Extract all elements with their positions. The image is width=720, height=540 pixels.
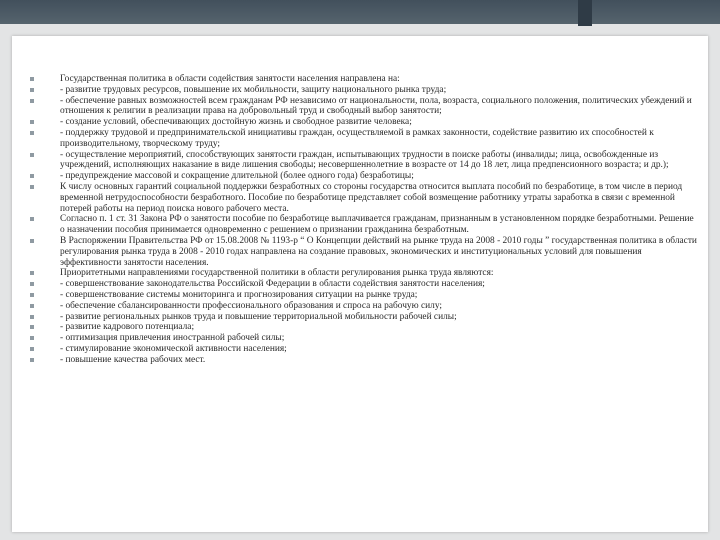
bullet-icon (30, 153, 34, 157)
bullet-icon (30, 315, 34, 319)
list-item-text: - предупреждение массовой и сокращение длительной (более одного года) безработицы; (60, 171, 414, 182)
bullet-icon (30, 239, 34, 243)
list-item-text: Государственная политика в области содействия занятости населения направлена на: (60, 74, 400, 84)
bullet-icon (30, 120, 34, 124)
list-item-text: - поддержку трудовой и предпринимательской инициативы граждан, осуществляемой в рамках законности, содействие развитию их способностей к производительному, творческому труду; (60, 127, 654, 149)
list-item (30, 96, 698, 118)
list-item-text: - стимулирование экономической активности населения; (60, 343, 287, 354)
top-bar-accent (578, 0, 592, 26)
bullet-icon (30, 304, 34, 308)
list-item (30, 214, 698, 236)
list-item-text: К числу основных гарантий социальной поддержки безработных со стороны государства относится выплата пособий по безработице, в том числе в период временной нетрудоспособности безработного. Пособие по безработице представляет собой возмещение работнику утраты заработка в связи с временной потерей работы на период поиска нового рабочего места. (60, 181, 683, 214)
list-item (30, 74, 698, 85)
list-item-text: - обеспечение равных возможностей всем гражданам РФ независимо от национальности, пола, возраста, социального положения, политических убеждений и отношения к религии в реализации права на добровольный труд и свободный выбор занятости; (60, 95, 692, 117)
list-item-text: Приоритетными направлениями государственной политики в области регулирования рынка труда являются: (60, 268, 494, 279)
list-item-text: - развитие региональных рынков труда и повышение территориальной мобильности рабочей силы; (60, 311, 457, 322)
list-item (30, 236, 698, 268)
bullet-icon (30, 325, 34, 329)
list-item-text: - повышение качества рабочих мест. (60, 354, 206, 365)
bullet-icon (30, 185, 34, 189)
bullet-icon (30, 358, 34, 362)
list-item-text: В Распоряжении Правительства РФ от 15.08.2008 № 1193-р “ О Концепции действий на рынке труда на 2008 - 2010 годы ” государственная политика в области регулирования рынка труда в 2008 - 2010 годах направлена на создание правовых, экономических и институциональных условий для повышения эффективности занятости населения. (60, 235, 697, 268)
bullet-icon (30, 336, 34, 340)
bullet-icon (30, 99, 34, 103)
slide (12, 36, 708, 532)
list-item (30, 150, 698, 172)
list-item (30, 322, 698, 333)
list-item-text: - обеспечение сбалансированности профессионального образования и спроса на рабочую силу; (60, 300, 442, 311)
bullet-icon (30, 217, 34, 221)
list-item-text: - развитие кадрового потенциала; (60, 322, 195, 333)
list-item (30, 268, 698, 279)
list-item (30, 128, 698, 150)
list-item (30, 355, 698, 366)
list-item-text: - совершенствование системы мониторинга и прогнозирования ситуации на рынке труда; (60, 289, 418, 300)
list-item-text: - совершенствование законодательства Российской Федерации в области содействия занятости населения; (60, 279, 485, 290)
bullet-icon (30, 271, 34, 275)
bullet-icon (30, 88, 34, 92)
list-item (30, 344, 698, 355)
bullet-icon (30, 77, 34, 81)
top-bar (0, 0, 720, 24)
list-item-text: - оптимизация привлечения иностранной рабочей силы; (60, 333, 285, 344)
list-item (30, 290, 698, 301)
list-item (30, 312, 698, 323)
list-item (30, 182, 698, 214)
bullet-icon (30, 282, 34, 286)
list-item-text: Согласно п. 1 ст. 31 Закона РФ о занятости пособие по безработице выплачивается гражданам, признанным в установленном порядке безработными. Решение о назначении пособия принимается одновременно с решением о признании гражданина безработным. (60, 214, 694, 236)
list-item-text: - создание условий, обеспечивающих достойную жизнь и свободное развитие человека; (60, 117, 412, 128)
bullet-icon (30, 347, 34, 351)
list-item (30, 279, 698, 290)
list-item (30, 85, 698, 96)
list-item (30, 171, 698, 182)
list-item (30, 117, 698, 128)
list-item (30, 301, 698, 312)
bullet-icon (30, 293, 34, 297)
list-item-text: - осуществление мероприятий, способствующих занятости граждан, испытывающих трудности в поиске работы (инвалиды; лица, освобожденные из учреждений, исполняющих наказание в виде лишения свободы; несовершеннолетние в возрасте от 14 до 18 лет, лица предпенсионного возраста; и др.); (60, 149, 669, 171)
list-item-text: - развитие трудовых ресурсов, повышение их мобильности, защиту национального рынка труда; (60, 84, 447, 95)
bullet-icon (30, 131, 34, 135)
list-item (30, 333, 698, 344)
bullet-list (30, 74, 698, 366)
bullet-icon (30, 174, 34, 178)
